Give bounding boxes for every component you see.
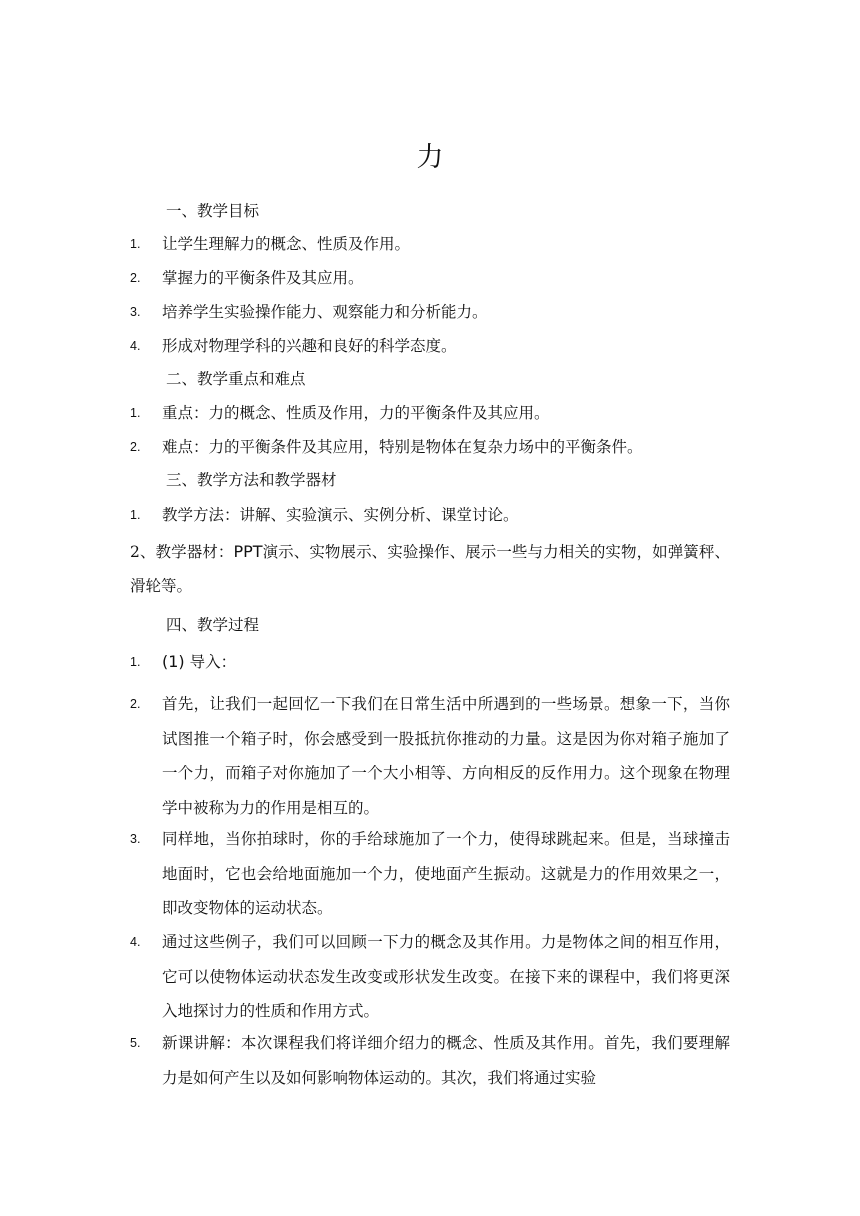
equipment-paragraph: [130, 535, 730, 603]
list-number: 5.: [130, 1036, 141, 1050]
list-item: [130, 335, 730, 357]
list-text: 掌握力的平衡条件及其应用。: [162, 269, 364, 287]
list-text: [162, 651, 730, 673]
list-item: [130, 233, 730, 255]
list-number: 4.: [130, 935, 141, 949]
list-number: 4.: [130, 339, 141, 353]
list-item: [130, 1026, 730, 1098]
equipment-ppt: PPT: [233, 542, 263, 561]
list-text: 形成对物理学科的兴趣和良好的科学态度。: [162, 337, 457, 355]
list-text: 难点：力的平衡条件及其应用，特别是物体在复杂力场中的平衡条件。: [162, 438, 643, 456]
list-item: [130, 402, 730, 424]
section-heading-process: 四、教学过程: [166, 616, 260, 634]
section-heading-objectives: 一、教学目标: [166, 202, 260, 220]
intro-label: (1): [162, 652, 185, 671]
list-item: [130, 267, 730, 289]
equipment-rest: 演示、实物展示、实验操作、展示一些与力相关的实物，如弹簧秤、滑轮等。: [130, 543, 730, 595]
list-text: 教学方法：讲解、实验演示、实例分析、课堂讨论。: [162, 506, 519, 524]
list-number: 3.: [130, 832, 141, 846]
list-text: 让学生理解力的概念、性质及作用。: [162, 235, 411, 253]
list-number: 2.: [130, 271, 141, 285]
section-heading-methods: 三、教学方法和教学器材: [166, 471, 337, 489]
equipment-prefix: 2、教学器材：: [130, 543, 234, 561]
list-number: 1.: [130, 655, 141, 669]
list-text: 培养学生实验操作能力、观察能力和分析能力。: [162, 303, 488, 321]
list-item: [130, 301, 730, 323]
list-text: 同样地，当你拍球时，你的手给球施加了一个力，使得球跳起来。但是，当球撞击地面时，它也会给地面施加一个力，使地面产生振动。这就是力的作用效果之一，即改变物体的运动状态。: [162, 830, 730, 917]
list-text: 首先，让我们一起回忆一下我们在日常生活中所遇到的一些场景。想象一下，当你试图推一个箱子时，你会感受到一股抵抗你推动的力量。这是因为你对箱子施加了一个力，而箱子对你施加了一个大小相等、方向相反的反作用力。这个现象在物理学中被称为力的作用是相互的。: [162, 695, 730, 817]
list-item: [130, 651, 730, 673]
list-text: 新课讲解：本次课程我们将详细介绍力的概念、性质及其作用。首先，我们要理解力是如何产生以及如何影响物体运动的。其次，我们将通过实验: [162, 1034, 730, 1087]
list-item: [130, 504, 730, 526]
list-text: 通过这些例子，我们可以回顾一下力的概念及其作用。力是物体之间的相互作用，它可以使物体运动状态发生改变或形状发生改变。在接下来的课程中，我们将更深入地探讨力的性质和作用方式。: [162, 933, 730, 1020]
list-number: 2.: [130, 697, 141, 711]
list-number: 1.: [130, 508, 141, 522]
document-title: 力: [416, 142, 444, 173]
list-number: 3.: [130, 305, 141, 319]
list-number: 1.: [130, 237, 141, 251]
list-text: 重点：力的概念、性质及作用，力的平衡条件及其应用。: [162, 404, 550, 422]
list-item: [130, 687, 730, 827]
intro-text: 导入：: [189, 653, 237, 671]
section-heading-key-points: 二、教学重点和难点: [166, 370, 306, 388]
list-number: 1.: [130, 406, 141, 420]
list-number: 2.: [130, 440, 141, 454]
list-item: [130, 436, 730, 458]
list-item: [130, 822, 730, 928]
list-item: [130, 925, 730, 1031]
